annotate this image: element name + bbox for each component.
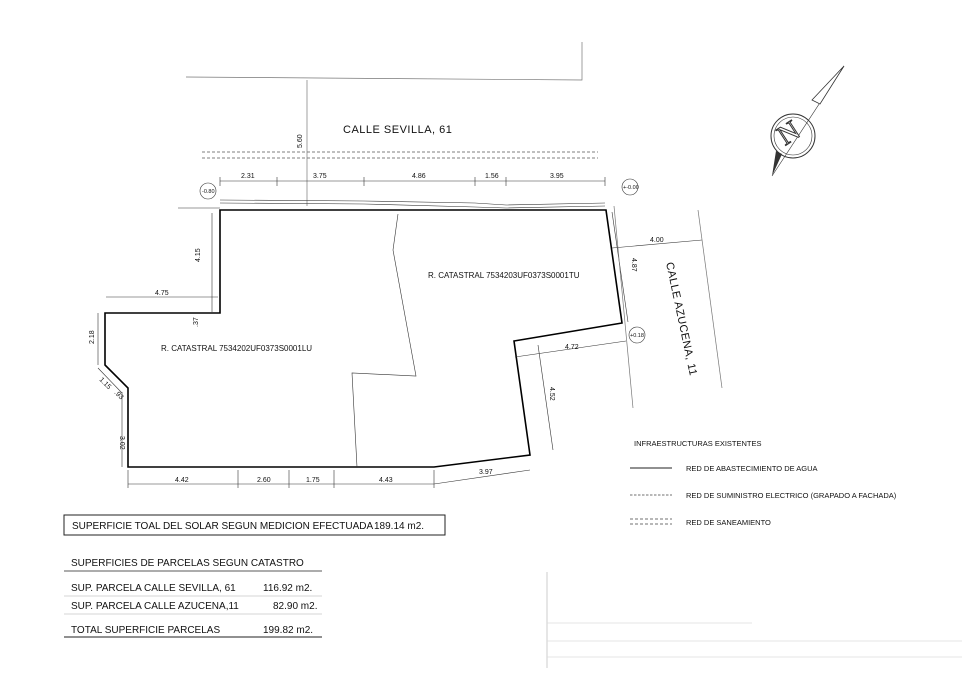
north-arrow-icon <box>771 66 844 176</box>
bottom-dim-2: 2.60 <box>257 477 271 484</box>
right-lower-dim: 4.52 <box>548 387 555 401</box>
level-mid-label: +0.18 <box>630 333 644 339</box>
title-block-fragment <box>547 572 962 668</box>
top-dim-2: 3.75 <box>313 173 327 180</box>
legend-title: INFRAESTRUCTURAS EXISTENTES <box>634 439 762 448</box>
right-offset-dim: 4.00 <box>650 237 664 244</box>
legend-label-sewer: RED DE SANEAMIENTO <box>686 518 771 527</box>
facade-line-2 <box>220 203 605 208</box>
top-dim-4: 1.56 <box>485 173 499 180</box>
left-side-dim: 2.18 <box>89 330 96 344</box>
street-label-azucena: CALLE AZUCENA, 11 <box>663 261 699 377</box>
cadastral-ref-right: R. CATASTRAL 7534203UF0373S0001TU <box>428 271 580 280</box>
total-area-label: SUPERFICIE TOAL DEL SOLAR SEGUN MEDICION EFECTUADA <box>72 521 374 532</box>
left-upper-dim: 4.15 <box>195 248 202 262</box>
legend-label-electric: RED DE SUMINISTRO ELECTRICO (GRAPADO A FACHADA) <box>686 491 897 500</box>
parcel-row-2-value: 82.90 m2. <box>273 601 318 612</box>
top-dim-5: 3.95 <box>550 173 564 180</box>
parcels-total-value: 199.82 m2. <box>263 625 314 636</box>
azucena-edge-1 <box>614 206 633 408</box>
street-boundary-top <box>186 42 582 80</box>
parcels-total-label: TOTAL SUPERFICIE PARCELAS <box>71 625 221 636</box>
bottom-dim-3: 1.75 <box>306 477 320 484</box>
top-dim-3: 4.86 <box>412 173 426 180</box>
cadastral-ref-left: R. CATASTRAL 7534202UF0373S0001LU <box>161 344 313 353</box>
top-dim-1: 2.31 <box>241 173 255 180</box>
parcel-row-1-value: 116.92 m2. <box>263 583 313 594</box>
left-step-dim: 4.75 <box>155 290 169 297</box>
level-left-label: -0.80 <box>202 189 215 195</box>
plot-outline <box>105 210 622 467</box>
right-upper-dim: 4.87 <box>630 258 637 272</box>
bottom-dim-5: 3.97 <box>479 469 493 476</box>
azucena-edge-2 <box>698 210 722 388</box>
parcels-title: SUPERFICIES DE PARCELAS SEGUN CATASTRO <box>71 558 304 569</box>
bottom-dim-4: 4.43 <box>379 477 393 484</box>
total-area-value: 189.14 m2. <box>374 521 425 532</box>
parcel-row-2-label: SUP. PARCELA CALLE AZUCENA,11 <box>71 601 239 612</box>
left-lower-dim: 3.02 <box>118 436 125 450</box>
parcel-row-1-label: SUP. PARCELA CALLE SEVILLA, 61 <box>71 583 236 594</box>
left-diag-small-dim: .93 <box>112 389 125 402</box>
street-width-label: 5.60 <box>297 134 304 148</box>
north-label: N <box>771 114 806 152</box>
legend-label-water: RED DE ABASTECIMIENTO DE AGUA <box>686 464 818 473</box>
level-right-label: +-0.00 <box>623 185 639 191</box>
left-diag-dim: 1.15 <box>97 376 113 392</box>
left-step-small-dim: .37 <box>193 317 200 327</box>
parcel-boundary <box>352 214 416 467</box>
facade-line-1 <box>220 200 605 205</box>
street-label-sevilla: CALLE SEVILLA, 61 <box>343 124 453 136</box>
right-step-dim: 4.72 <box>565 344 579 351</box>
bottom-dim-1: 4.42 <box>175 477 189 484</box>
